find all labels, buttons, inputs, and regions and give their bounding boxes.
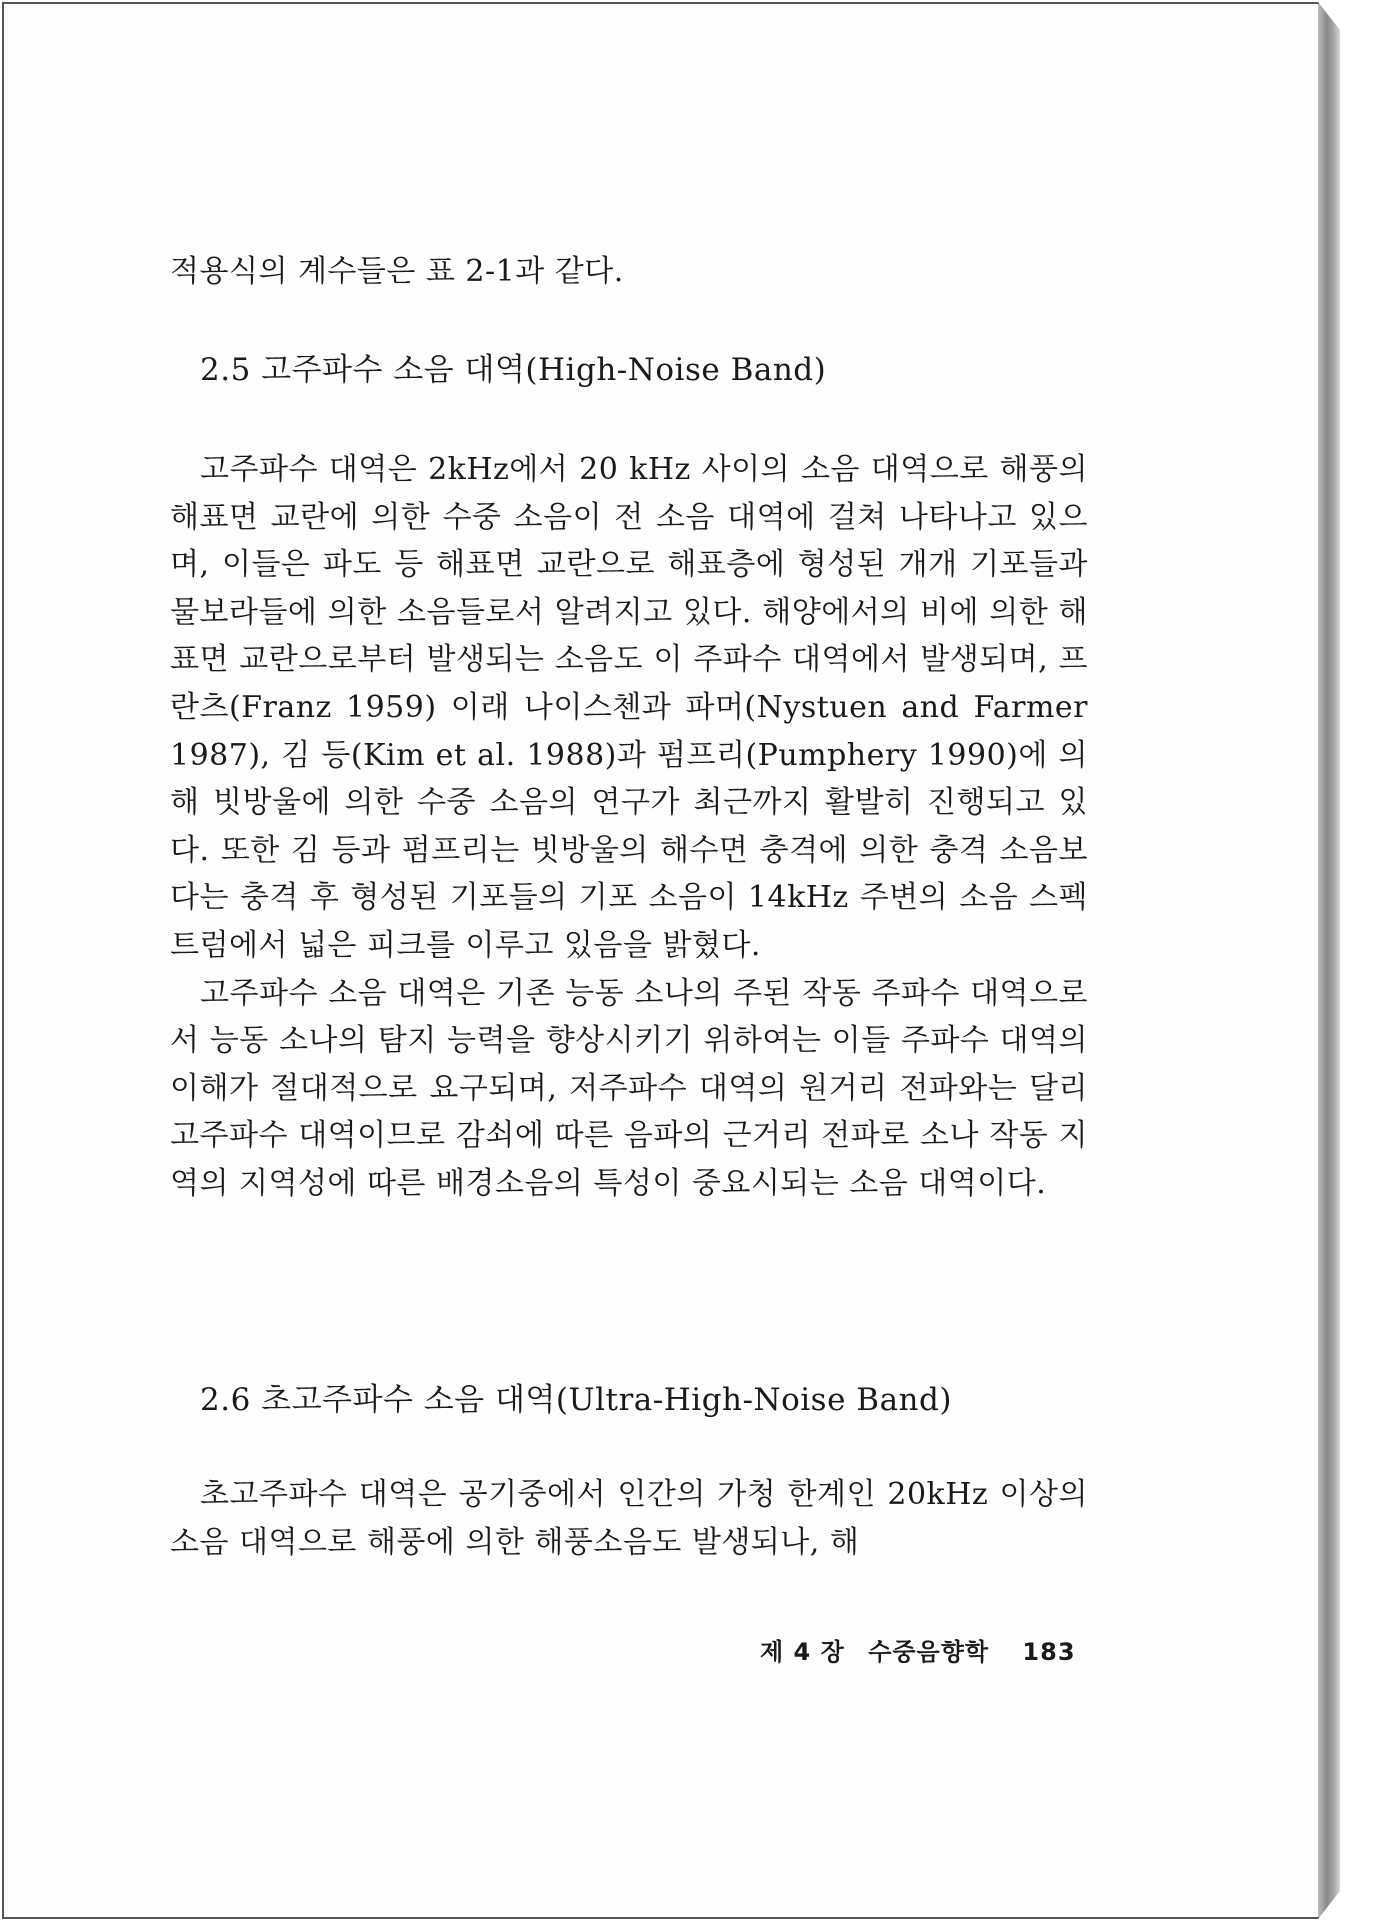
chapter-title: 수중음향학 bbox=[868, 1638, 990, 1666]
page-footer bbox=[760, 1632, 1076, 1667]
page-edge bbox=[1318, 2, 1340, 1919]
section-heading-2-6: 2.6 초고주파수 소음 대역(Ultra-High-Noise Band) bbox=[200, 1382, 952, 1418]
paragraph: 초고주파수 대역은 공기중에서 인간의 가청 한계인 20kHz 이상의 소음 대역으로 해풍에 의한 해풍소음도 발생되나, 해 bbox=[170, 1477, 1088, 1560]
paragraph: 고주파수 소음 대역은 기존 능동 소나의 주된 작동 주파수 대역으로서 능동 소나의 탐지 능력을 향상시키기 위하여는 이들 주파수 대역의 이해가 절대적으로 요구되며, 저주파수 대역의 원거리 전파와는 달리 고주파수 대역이므로 감쇠에 따른 음파의 근거리 전파로 소나 작동 지역의 지역성에 따른 배경소음의 특성이 중요시되는 소음 대역이다. bbox=[170, 975, 1088, 1201]
intro-line: 적용식의 계수들은 표 2-1과 같다. bbox=[170, 254, 624, 289]
section-2-5-body bbox=[170, 446, 1088, 1208]
section-2-6-body bbox=[170, 1471, 1088, 1566]
section-heading-2-5: 2.5 고주파수 소음 대역(High-Noise Band) bbox=[200, 352, 827, 388]
chapter-label: 제 4 장 bbox=[760, 1638, 845, 1666]
page-number: 183 bbox=[1022, 1638, 1076, 1666]
paragraph: 고주파수 대역은 2kHz에서 20 kHz 사이의 소음 대역으로 해풍의 해표면 교란에 의한 수중 소음이 전 소음 대역에 걸쳐 나타나고 있으며, 이들은 파도 등 해표면 교란으로 해표층에 형성된 개개 기포들과 물보라들에 의한 소음들로서 알려지고 있다. 해양에서의 비에 의한 해표면 교란으로부터 발생되는 소음도 이 주파수 대역에서 발생되며, 프란츠(Franz 1959) 이래 나이스첸과 파머(Nystuen and Farmer 1987), 김 등(Kim et al. 1988)과 펌프리(Pumphery 1990)에 의해 빗방울에 의한 수중 소음의 연구가 최근까지 활발히 진행되고 있다. 또한 김 등과 펌프리는 빗방울의 해수면 충격에 의한 충격 소음보다는 충격 후 형성된 기포들의 기포 소음이 14kHz 주변의 소음 스펙트럼에서 넓은 피크를 이루고 있음을 밝혔다. bbox=[170, 452, 1088, 963]
